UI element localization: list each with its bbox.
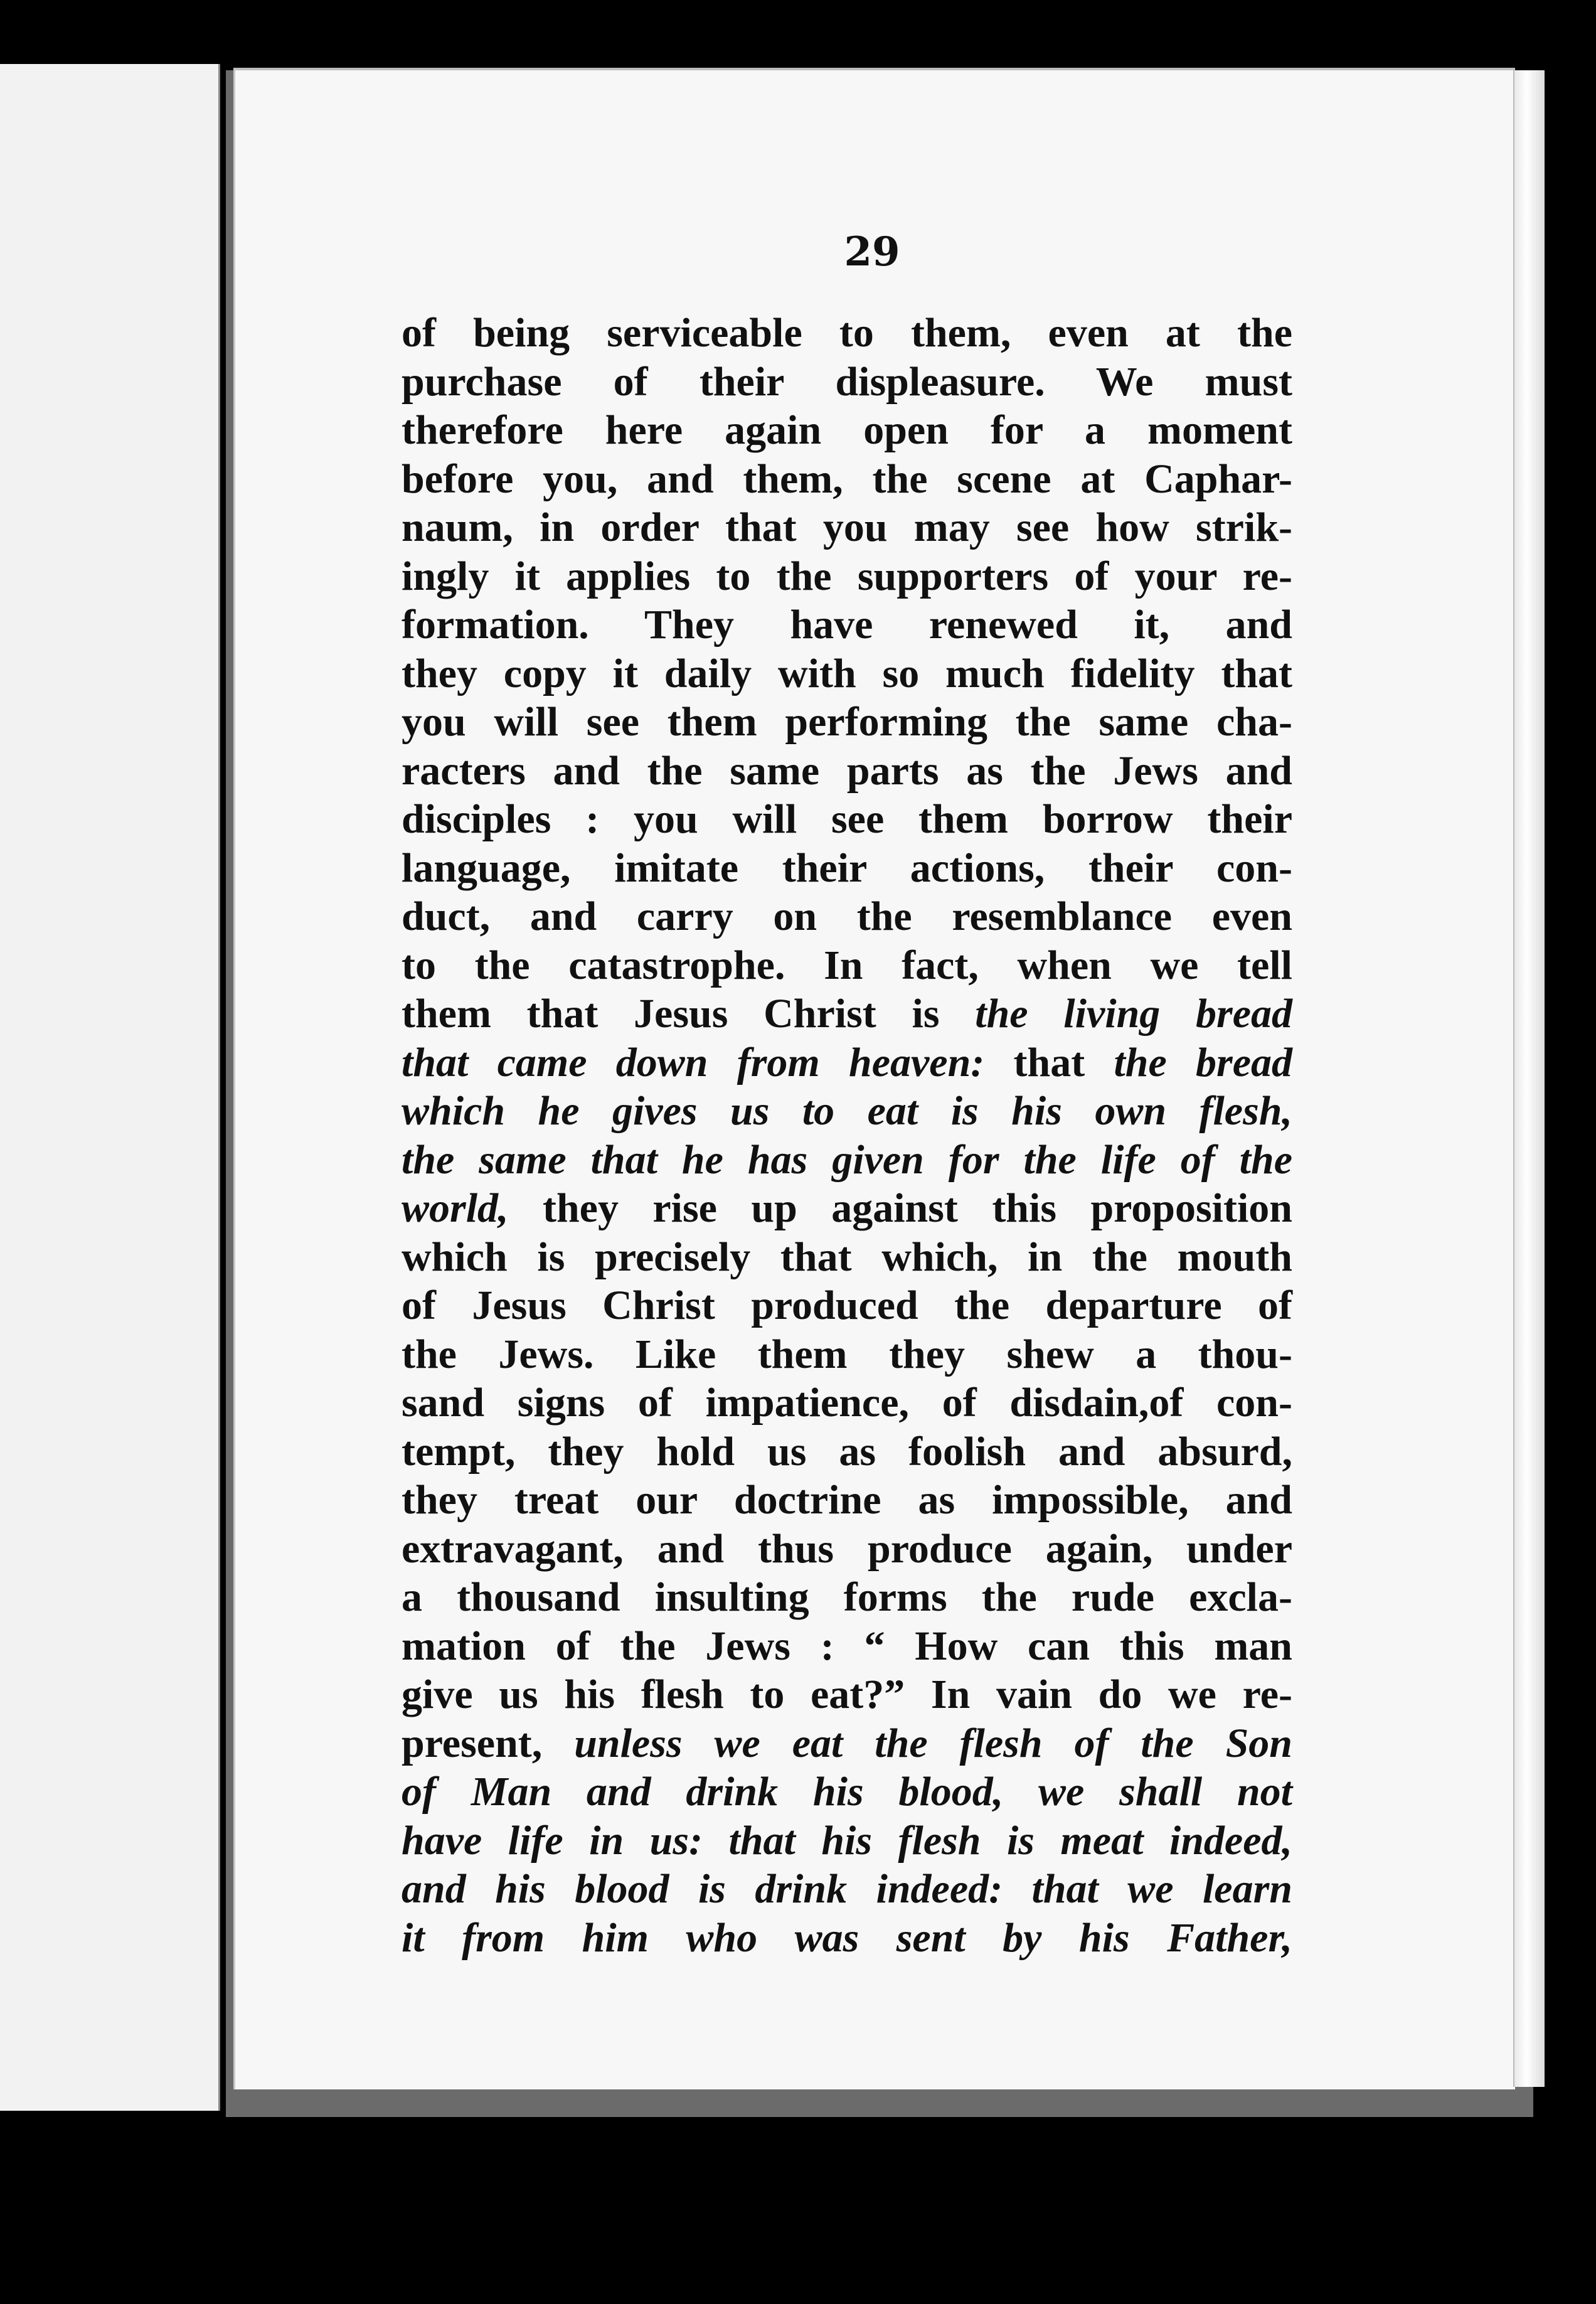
text-line: [402, 1914, 1292, 1963]
page-number: 29: [844, 228, 900, 275]
text-segment: of being serviceable to them, even at the: [402, 310, 1292, 356]
text-segment: of Jesus Christ produced the departure of: [402, 1283, 1292, 1328]
text-segment: formation. They have renewed it, and: [402, 602, 1292, 648]
text-line: [402, 406, 1292, 455]
italic-text-segment: world,: [402, 1185, 509, 1231]
text-line: [402, 455, 1292, 504]
page-edge: [1513, 70, 1545, 2087]
italic-text-segment: it from him who was sent by his Father,: [402, 1914, 1292, 1961]
text-line: [402, 1184, 1292, 1233]
text-segment: naum, in order that you may see how strik-: [402, 504, 1292, 550]
text-line: [402, 1379, 1292, 1427]
text-line: [402, 1865, 1292, 1914]
text-line: [402, 1281, 1292, 1330]
text-segment: purchase of their displeasure. We must: [402, 358, 1292, 405]
text-line: [402, 309, 1292, 358]
text-line: [402, 1573, 1292, 1622]
text-line: [402, 844, 1292, 893]
text-line: [402, 1330, 1292, 1379]
italic-text-segment: have life in us: that his flesh is meat indeed,: [402, 1817, 1292, 1864]
text-segment: duct, and carry on the resemblance even: [402, 893, 1292, 939]
text-segment: disciples : you will see them borrow their: [402, 796, 1292, 842]
italic-text-segment: of Man and drink his blood, we shall not: [402, 1769, 1292, 1815]
text-line: [402, 1816, 1292, 1865]
italic-text-segment: which he gives us to eat is his own flesh,: [402, 1088, 1292, 1134]
text-line: [402, 1087, 1292, 1136]
italic-text-segment: that came down from heaven:: [402, 1039, 985, 1085]
text-line: [402, 1136, 1292, 1185]
text-segment: tempt, they hold us as foolish and absurd,: [402, 1428, 1292, 1475]
italic-text-segment: the bread: [1114, 1039, 1292, 1085]
text-segment: before you, and them, the scene at Caphar-: [402, 456, 1292, 502]
text-line: [402, 649, 1292, 698]
text-segment: the Jews. Like them they shew a thou-: [402, 1331, 1292, 1377]
text-line: [402, 989, 1292, 1038]
text-line: [402, 1670, 1292, 1719]
italic-text-segment: unless we eat the flesh of the Son: [574, 1720, 1292, 1766]
text-segment: they treat our doctrine as impossible, and: [402, 1477, 1292, 1523]
text-line: [402, 892, 1292, 941]
body-text: [402, 309, 1292, 1962]
text-segment: mation of the Jews : “ How can this man: [402, 1623, 1292, 1669]
text-line: [402, 358, 1292, 407]
text-segment: therefore here again open for a moment: [402, 407, 1292, 453]
text-segment: to the catastrophe. In fact, when we tell: [402, 942, 1292, 988]
text-segment: that: [984, 1039, 1114, 1085]
text-line: [402, 747, 1292, 796]
text-line: [402, 1233, 1292, 1282]
left-page-blank: [0, 64, 220, 2111]
text-line: [402, 1768, 1292, 1816]
text-line: [402, 1476, 1292, 1525]
text-line: [402, 1622, 1292, 1671]
text-line: [402, 600, 1292, 649]
text-line: [402, 1719, 1292, 1768]
text-segment: sand signs of impatience, of disdain,of con-: [402, 1380, 1292, 1426]
text-line: [402, 503, 1292, 552]
text-line: [402, 795, 1292, 844]
text-segment: a thousand insulting forms the rude excla-: [402, 1574, 1292, 1620]
text-segment: ingly it applies to the supporters of your re-: [402, 553, 1292, 599]
text-segment: language, imitate their actions, their con-: [402, 845, 1292, 891]
text-segment: racters and the same parts as the Jews and: [402, 747, 1292, 794]
text-segment: them that Jesus Christ is: [402, 991, 976, 1037]
italic-text-segment: and his blood is drink indeed: that we learn: [402, 1866, 1292, 1912]
text-line: [402, 698, 1292, 747]
text-segment: you will see them performing the same cha-: [402, 699, 1292, 745]
text-segment: extravagant, and thus produce again, under: [402, 1525, 1292, 1572]
text-segment: present,: [402, 1720, 575, 1766]
text-line: [402, 1525, 1292, 1574]
text-line: [402, 552, 1292, 601]
italic-text-segment: the same that he has given for the life of the: [402, 1136, 1292, 1183]
text-segment: which is precisely that which, in the mouth: [402, 1234, 1292, 1280]
text-segment: they copy it daily with so much fidelity that: [402, 650, 1292, 696]
text-segment: give us his flesh to eat?” In vain do we re-: [402, 1672, 1292, 1717]
text-segment: they rise up against this proposition: [508, 1185, 1292, 1231]
text-line: [402, 1427, 1292, 1476]
text-line: [402, 941, 1292, 990]
text-line: [402, 1038, 1292, 1087]
italic-text-segment: the living bread: [975, 991, 1292, 1037]
